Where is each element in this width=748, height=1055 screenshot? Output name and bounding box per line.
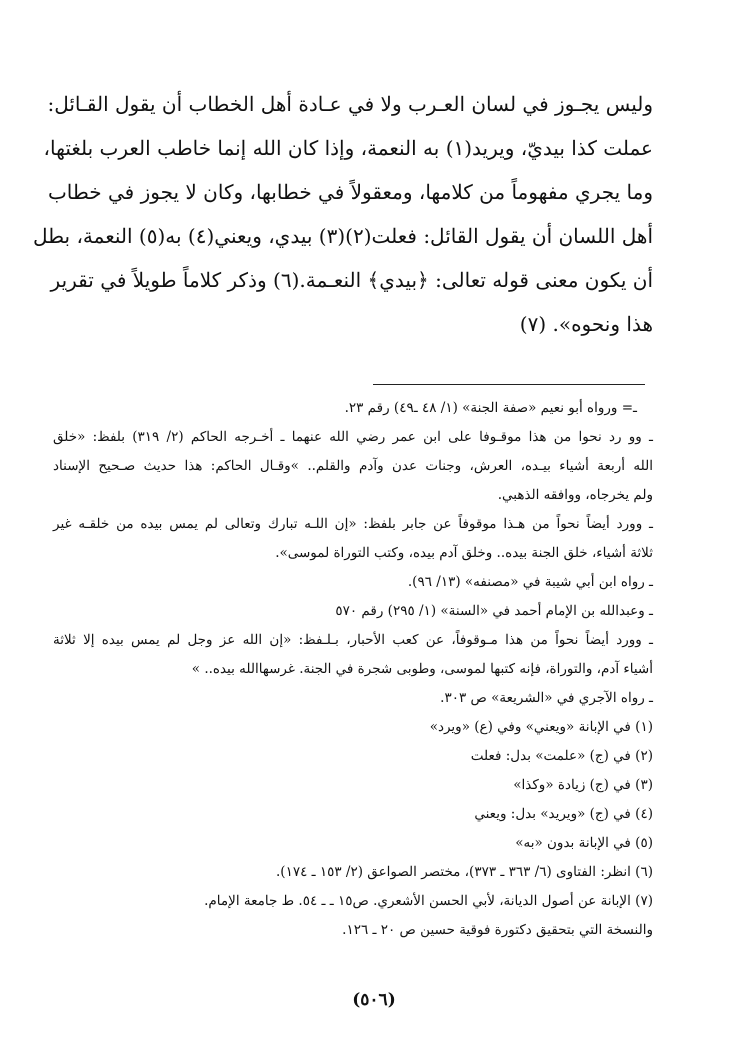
footnote-line: ـ رواه ابن أبي شيبة في «مصنفه» (١٣/ ٩٦).: [407, 574, 653, 590]
footnote-line: والنسخة التي بتحقيق دكتورة فوقية حسين ص ٢٠ ـ ١٢٦.: [342, 922, 653, 938]
footnote-line: الله أربعة أشياء بيـده، العرش، وجنات عدن وآدم والقلم.. »وقـال الحاكم: هذا حديث صـحيح الإسناد: [53, 458, 653, 474]
footnote-line: (٥) في الإبانة بدون «به»: [515, 835, 653, 851]
footnote-line: (٤) في (ج) «ويريد» بدل: ويعني: [474, 806, 653, 822]
main-text-block: [32, 82, 653, 346]
footnote-line: (١) في الإبانة «ويعني» وفي (ع) «ويرد»: [429, 719, 653, 735]
footnote-line: ثلاثة أشياء، خلق الجنة بيده.. وخلق آدم بيده، وكتب التوراة لموسى».: [275, 545, 653, 561]
page-number: (٥٠٦): [352, 990, 396, 1010]
main-text-line: وما يجري مفهوماً من كلامها، ومعقولاً في خطابها، وكان لا يجوز في خطاب: [47, 180, 653, 204]
main-text-line: وليس يجـوز في لسان العـرب ولا في عـادة أهل الخطاب أن يقول القـائل:: [47, 92, 653, 116]
footnote-line: ولم يخرجاه، ووافقه الذهبي.: [497, 487, 653, 503]
main-text-line: أهل اللسان أن يقول القائل: فعلت(٢)(٣) بيدي، ويعني(٤) به(٥) النعمة، بطل: [32, 224, 653, 248]
footnote-line: ـ وورد أيضاً نحواً من هـذا موقوفاً عن جابر بلفظ: «إن اللـه تبارك وتعالى لم يمس بيده من خلقـه غير: [53, 516, 653, 532]
footnote-line: ـ وو رد نحوا من هذا موقـوفا على ابن عمر رضي الله عنهما ـ أخـرجه الحاكم (٢/ ٣١٩) بلفظ: «خلق: [53, 429, 653, 445]
footnote-line: ـ وعبدالله بن الإمام أحمد في «السنة» (١/ ٢٩٥) رقم ٥٧٠: [335, 603, 653, 619]
footnote-line: ـ رواه الآجري في «الشريعة» ص ٣٠٣.: [440, 690, 653, 706]
footnote-line: (٦) انظر: الفتاوى (٦/ ٣٦٣ ـ ٣٧٣)، مختصر الصواعق (٢/ ١٥٣ ـ ١٧٤).: [276, 864, 653, 880]
footnote-line: ـ= ورواه أبو نعيم «صفة الجنة» (١/ ٤٨ ـ٤٩) رقم ٢٣.: [344, 400, 637, 416]
footnotes-block: [53, 394, 653, 945]
main-text-line: أن يكون معنى قوله تعالى: ﴿بيدي﴾ النعـمة.(٦) وذكر كلاماً طويلاً في تقرير: [50, 268, 653, 292]
footnote-line: (٧) الإبانة عن أصول الديانة، لأبي الحسن الأشعري. ص١٥ ـ ـ ٥٤. ط جامعة الإمام.: [204, 893, 653, 909]
footnote-line: ـ وورد أيضاً نحواً من هذا مـوقوفاً، عن كعب الأحبار، بـلـفظ: «إن الله عز وجل لم يمس بيده إلا ثلاثة: [53, 632, 653, 648]
main-text-line: عملت كذا بيديّ، ويريد(١) به النعمة، وإذا كان الله إنما خاطب العرب بلغتها،: [43, 136, 653, 160]
main-text-line: هذا ونحوه». (٧): [519, 312, 653, 336]
footnote-line: (٣) في (ج) زيادة «وكذا»: [513, 777, 653, 793]
footnote-line: (٢) في (ج) «علمت» بدل: فعلت: [470, 748, 653, 764]
footnote-separator: [373, 384, 645, 385]
footnote-line: أشياء آدم، والتوراة، فإنه كتبها لموسى، وطوبى شجرة في الجنة. غرسهاالله بيده.. »: [191, 661, 653, 677]
